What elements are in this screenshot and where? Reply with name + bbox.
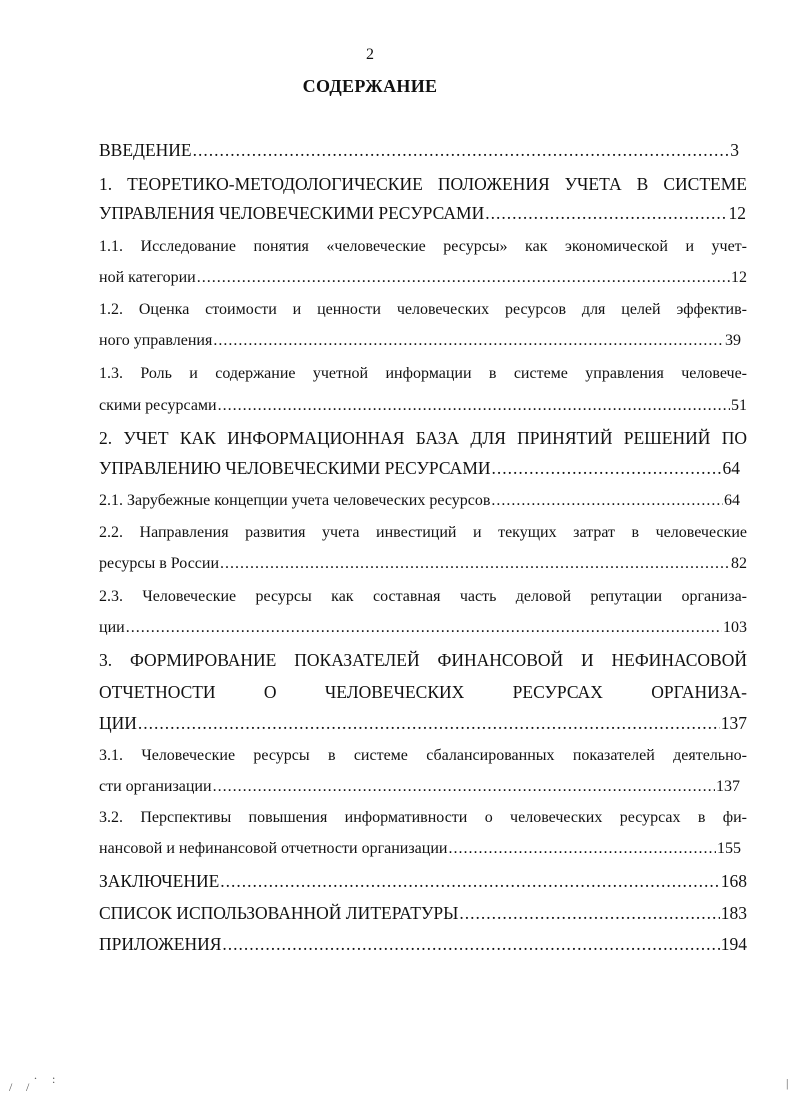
toc-label: 2.1. Зарубежные концепции учета человеческих ресурсов	[99, 492, 491, 509]
toc-page: 51	[731, 397, 747, 414]
leader-dots	[197, 268, 730, 288]
scan-mark: /	[26, 1080, 30, 1094]
toc-entry-2-1	[99, 491, 740, 511]
scan-mark: |	[786, 1076, 789, 1090]
toc-entry-chapter-2-line-1	[99, 428, 747, 448]
toc-entry-chapter-3-line-2	[99, 682, 747, 702]
leader-dots	[138, 713, 720, 733]
leader-dots	[126, 618, 722, 638]
toc-label: ЗАКЛЮЧЕНИЕ	[99, 871, 220, 891]
toc-page: 64	[722, 458, 740, 478]
toc-label: сти организации	[99, 778, 212, 795]
toc-page: 39	[725, 332, 741, 349]
toc-label: 3.1. Человеческие ресурсы в системе сбалансированных показателей деятельно-	[99, 747, 747, 764]
toc-entry-2-3-line-2	[99, 618, 747, 638]
toc-page: 155	[717, 840, 741, 857]
toc-word: УЧЕТА	[564, 174, 622, 194]
toc-page: 137	[720, 713, 747, 733]
leader-dots	[220, 871, 719, 891]
toc-label: нансовой и нефинансовой отчетности организации	[99, 840, 448, 857]
toc-word: ПРИНЯТИЙ	[517, 428, 613, 448]
toc-label: 1.3. Роль и содержание учетной информации в системе управления человече-	[99, 365, 747, 382]
toc-word: ФИНАНСОВОЙ	[437, 650, 564, 670]
toc-label: ресурсы в России	[99, 555, 220, 572]
leader-dots	[213, 777, 715, 797]
toc-label: 2.3. Человеческие ресурсы как составная часть деловой репутации организа-	[99, 588, 747, 605]
toc-word: ОТЧЕТНОСТИ	[99, 682, 216, 702]
toc-label: ЦИИ	[99, 713, 137, 733]
toc-entry-1-1-line-2	[99, 268, 747, 288]
toc-word: ФОРМИРОВАНИЕ	[130, 650, 277, 670]
toc-entry-3-2-line-1	[99, 808, 747, 828]
toc-label: ного управления	[99, 332, 213, 349]
toc-entry-1-2-line-1	[99, 300, 747, 320]
leader-dots	[491, 491, 723, 511]
toc-entry-references	[99, 903, 747, 923]
toc-label: ПРИЛОЖЕНИЯ	[99, 934, 222, 954]
toc-word: В	[636, 174, 649, 194]
toc-page: 103	[723, 619, 747, 636]
leader-dots	[193, 140, 730, 160]
leader-dots	[448, 839, 716, 859]
toc-entry-1-2-line-2	[99, 331, 741, 351]
toc-entry-chapter-1-line-1	[99, 174, 747, 194]
toc-page: 12	[731, 269, 747, 286]
leader-dots	[218, 396, 730, 416]
scan-mark: .	[34, 1068, 37, 1082]
toc-entry-1-3-line-1	[99, 364, 747, 384]
toc-word: 3.	[99, 650, 113, 670]
toc-entry-chapter-1-line-2	[99, 203, 746, 223]
toc-word: ПОЛОЖЕНИЯ	[437, 174, 550, 194]
leader-dots	[485, 203, 727, 223]
scan-mark: :	[52, 1072, 56, 1086]
page-number: 2	[366, 46, 374, 63]
toc-entry-2-2-line-2	[99, 554, 747, 574]
toc-word: ЧЕЛОВЕЧЕСКИХ	[324, 682, 465, 702]
toc-entry-2-2-line-1	[99, 523, 747, 543]
toc-label: УПРАВЛЕНИЮ ЧЕЛОВЕЧЕСКИМИ РЕСУРСАМИ	[99, 458, 491, 478]
toc-word: ИНФОРМАЦИОННАЯ	[227, 428, 405, 448]
toc-entry-3-2-line-2	[99, 839, 741, 859]
toc-entry-appendices	[99, 934, 747, 954]
page-title: СОДЕРЖАНИЕ	[302, 76, 438, 96]
toc-label: СПИСОК ИСПОЛЬЗОВАННОЙ ЛИТЕРАТУРЫ	[99, 903, 459, 923]
toc-page: 3	[730, 140, 739, 160]
toc-word: ДЛЯ	[470, 428, 506, 448]
leader-dots	[222, 934, 719, 954]
toc-label: ной категории	[99, 269, 196, 286]
toc-word: ПО	[721, 428, 747, 448]
leader-dots	[220, 554, 730, 574]
scan-mark: /	[9, 1080, 13, 1094]
toc-page: 168	[720, 871, 747, 891]
toc-entry-chapter-3-line-3	[99, 713, 747, 733]
toc-entry-2-3-line-1	[99, 587, 747, 607]
toc-word: ПОКАЗАТЕЛЕЙ	[294, 650, 420, 670]
toc-word: РЕШЕНИЙ	[623, 428, 711, 448]
toc-label: 1.2. Оценка стоимости и ценности человеческих ресурсов для целей эффектив-	[99, 301, 747, 318]
toc-label: 3.2. Перспективы повышения информативности о человеческих ресурсах в фи-	[99, 809, 747, 826]
toc-word: ОРГАНИЗА-	[651, 682, 747, 702]
toc-entry-chapter-2-line-2	[99, 458, 740, 478]
toc-word: СИСТЕМЕ	[663, 174, 747, 194]
toc-word: 1.	[99, 174, 113, 194]
toc-word: И	[581, 650, 594, 670]
toc-word: ТЕОРЕТИКО-МЕТОДОЛОГИЧЕСКИЕ	[127, 174, 423, 194]
toc-entry-1-1-line-1	[99, 237, 747, 257]
toc-word: УЧЕТ	[123, 428, 169, 448]
toc-label: 2.2. Направления развития учета инвестиций и текущих затрат в человеческие	[99, 524, 747, 541]
toc-page: 82	[731, 555, 747, 572]
toc-label: скими ресурсами	[99, 397, 217, 414]
toc-label: УПРАВЛЕНИЯ ЧЕЛОВЕЧЕСКИМИ РЕСУРСАМИ	[99, 203, 485, 223]
toc-entry-intro	[99, 140, 739, 160]
toc-page: 12	[728, 203, 746, 223]
toc-entry-3-1-line-1	[99, 746, 747, 766]
toc-entry-conclusion	[99, 871, 747, 891]
toc-label: 1.1. Исследование понятия «человеческие ресурсы» как экономической и учет-	[99, 238, 747, 255]
toc-page: 137	[716, 778, 740, 795]
toc-word: КАК	[179, 428, 216, 448]
leader-dots	[459, 903, 719, 923]
toc-page: 183	[720, 903, 747, 923]
toc-word: НЕФИНАСОВОЙ	[611, 650, 747, 670]
leader-dots	[213, 331, 724, 351]
toc-entry-chapter-3-line-1	[99, 650, 747, 670]
toc-label: ВВЕДЕНИЕ	[99, 140, 192, 160]
toc-word: БАЗА	[415, 428, 460, 448]
toc-page: 194	[720, 934, 747, 954]
toc-entry-1-3-line-2	[99, 396, 747, 416]
leader-dots	[492, 458, 722, 478]
toc-word: РЕСУРСАХ	[512, 682, 603, 702]
toc-page: 64	[724, 492, 740, 509]
toc-label: ции	[99, 619, 125, 636]
toc-word: О	[263, 682, 277, 702]
toc-word: 2.	[99, 428, 113, 448]
toc-entry-3-1-line-2	[99, 777, 740, 797]
